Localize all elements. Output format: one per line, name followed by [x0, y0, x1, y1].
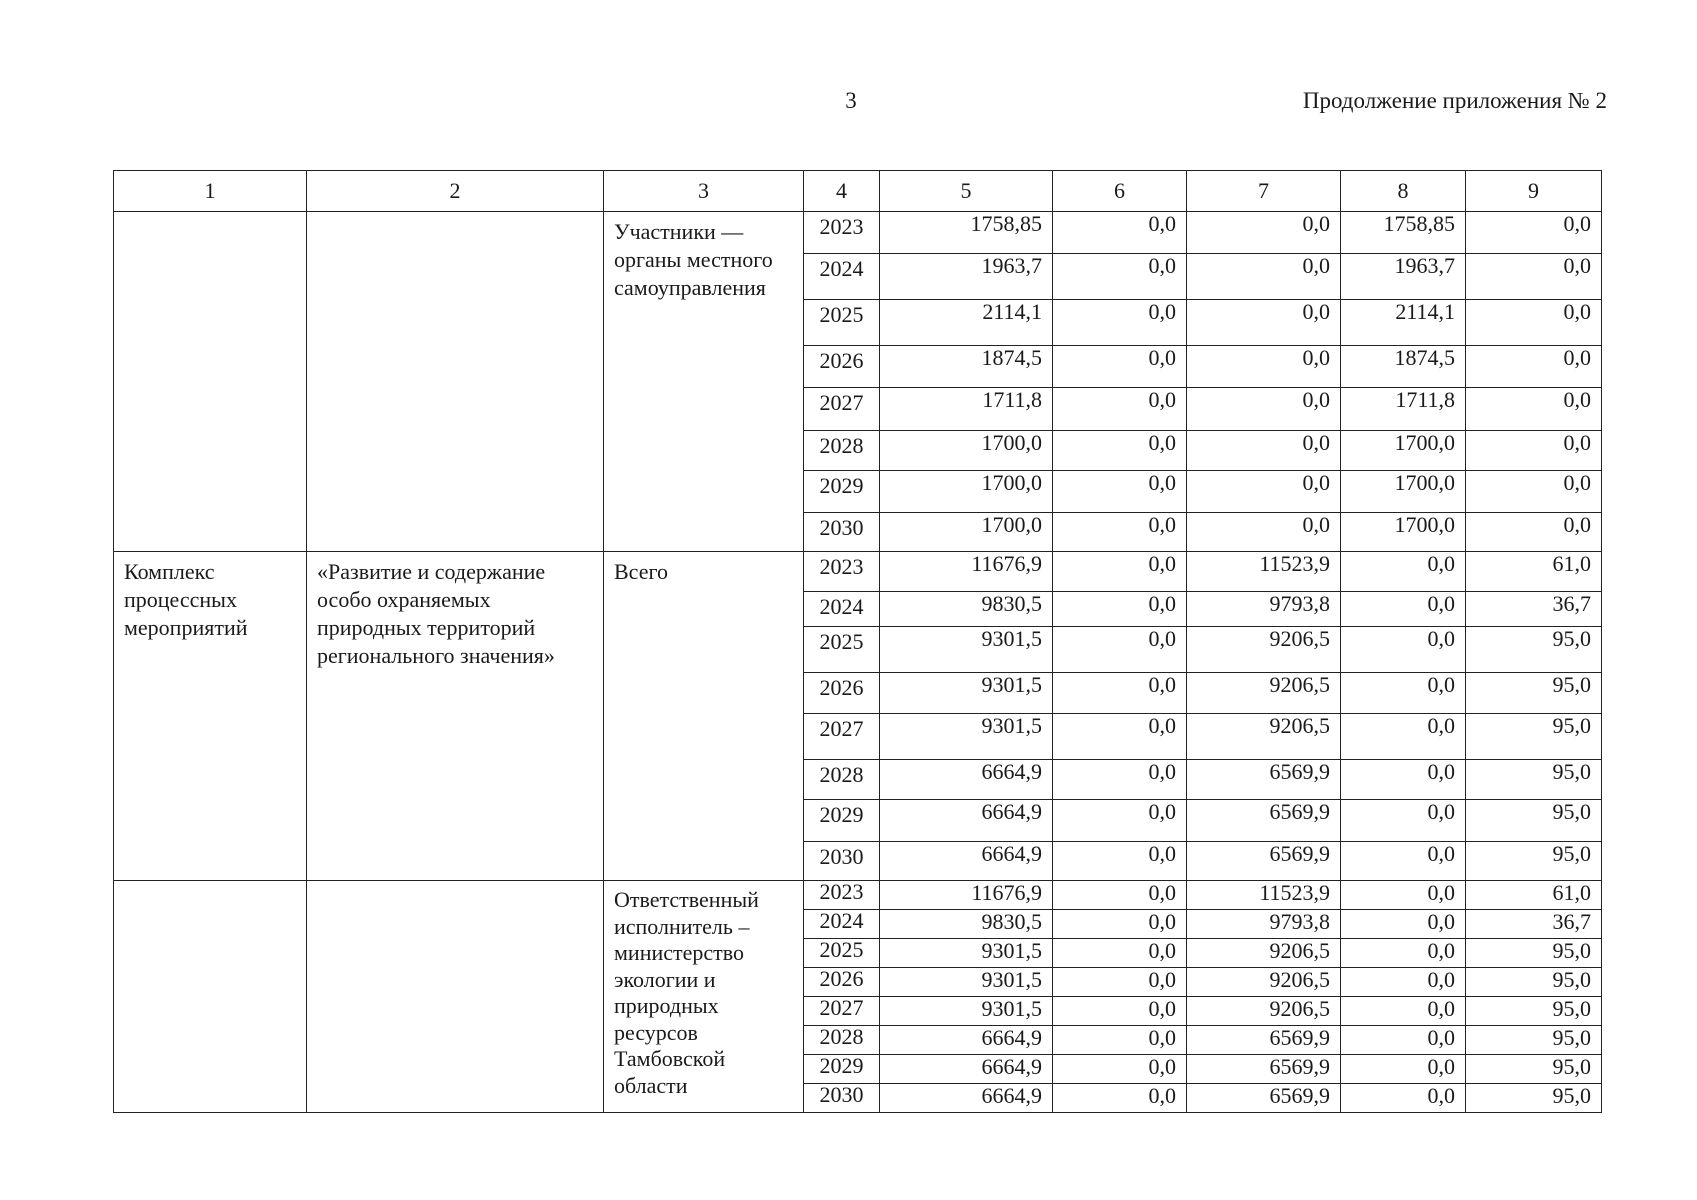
amount-cell-5: 9830,5 — [880, 592, 1053, 627]
event-name-cell — [307, 881, 604, 1113]
event-name-cell — [307, 212, 604, 552]
column-number-header: 2 — [307, 171, 604, 212]
year-cell: 2026 — [804, 346, 880, 388]
year-cell: 2029 — [804, 800, 880, 842]
amount-cell-6: 0,0 — [1053, 939, 1187, 968]
amount-cell-5: 9301,5 — [880, 627, 1053, 673]
appendix-caption: Продолжение приложения № 2 — [1302, 88, 1607, 113]
amount-cell-6: 0,0 — [1053, 673, 1187, 714]
cell-text-line: министерство — [614, 940, 745, 965]
amount-cell-9: 95,0 — [1466, 800, 1602, 842]
amount-cell-6: 0,0 — [1053, 212, 1187, 254]
amount-cell-9: 0,0 — [1466, 300, 1602, 346]
amount-cell-5: 9301,5 — [880, 939, 1053, 968]
amount-cell-8: 1963,7 — [1341, 254, 1466, 300]
year-cell: 2024 — [804, 910, 880, 939]
column-number-header: 9 — [1466, 171, 1602, 212]
cell-text-line: «Развитие и содержание — [317, 559, 546, 584]
amount-cell-7: 6569,9 — [1187, 800, 1341, 842]
amount-cell-8: 0,0 — [1341, 842, 1466, 881]
amount-cell-5: 1711,8 — [880, 388, 1053, 431]
event-type-cell — [114, 212, 307, 552]
source-cell — [604, 212, 804, 552]
amount-cell-9: 95,0 — [1466, 1026, 1602, 1055]
year-cell: 2024 — [804, 254, 880, 300]
year-cell: 2024 — [804, 592, 880, 627]
amount-cell-9: 95,0 — [1466, 842, 1602, 881]
amount-cell-5: 2114,1 — [880, 300, 1053, 346]
amount-cell-7: 6569,9 — [1187, 1026, 1341, 1055]
year-cell: 2030 — [804, 513, 880, 552]
cell-text-line: регионального значения» — [317, 643, 555, 668]
amount-cell-6: 0,0 — [1053, 800, 1187, 842]
cell-text-line: Всего — [614, 559, 668, 584]
amount-cell-7: 0,0 — [1187, 513, 1341, 552]
cell-text-line: природных — [614, 993, 719, 1018]
amount-cell-7: 0,0 — [1187, 346, 1341, 388]
amount-cell-7: 9793,8 — [1187, 910, 1341, 939]
amount-cell-5: 9301,5 — [880, 673, 1053, 714]
year-cell: 2030 — [804, 842, 880, 881]
year-cell: 2023 — [804, 552, 880, 592]
column-number-header: 3 — [604, 171, 804, 212]
amount-cell-8: 0,0 — [1341, 881, 1466, 910]
cell-text-line: особо охраняемых — [317, 587, 491, 612]
amount-cell-8: 1700,0 — [1341, 431, 1466, 471]
amount-cell-8: 0,0 — [1341, 800, 1466, 842]
amount-cell-8: 1758,85 — [1341, 212, 1466, 254]
column-number-header: 5 — [880, 171, 1053, 212]
column-number-header: 7 — [1187, 171, 1341, 212]
amount-cell-5: 1700,0 — [880, 513, 1053, 552]
year-cell: 2025 — [804, 627, 880, 673]
amount-cell-9: 95,0 — [1466, 1084, 1602, 1113]
cell-text-line: процессных — [124, 587, 237, 612]
cell-text-line: ресурсов — [614, 1019, 698, 1045]
year-cell: 2028 — [804, 760, 880, 800]
amount-cell-8: 0,0 — [1341, 968, 1466, 997]
amount-cell-9: 95,0 — [1466, 968, 1602, 997]
amount-cell-9: 61,0 — [1466, 552, 1602, 592]
cell-text-line: Участники — — [614, 219, 744, 244]
cell-text-line: экологии и — [614, 966, 716, 992]
amount-cell-9: 0,0 — [1466, 431, 1602, 471]
column-number-row — [114, 171, 1602, 212]
amount-cell-7: 0,0 — [1187, 471, 1341, 513]
year-cell: 2025 — [804, 300, 880, 346]
amount-cell-9: 36,7 — [1466, 592, 1602, 627]
amount-cell-7: 9206,5 — [1187, 673, 1341, 714]
amount-cell-7: 6569,9 — [1187, 1084, 1341, 1113]
amount-cell-5: 1700,0 — [880, 471, 1053, 513]
amount-cell-6: 0,0 — [1053, 997, 1187, 1026]
amount-cell-7: 11523,9 — [1187, 552, 1341, 592]
cell-text-line: органы местного — [614, 247, 773, 272]
amount-cell-7: 9206,5 — [1187, 714, 1341, 760]
amount-cell-6: 0,0 — [1053, 1084, 1187, 1113]
amount-cell-7: 9206,5 — [1187, 997, 1341, 1026]
amount-cell-5: 11676,9 — [880, 552, 1053, 592]
year-cell: 2027 — [804, 997, 880, 1026]
amount-cell-6: 0,0 — [1053, 552, 1187, 592]
amount-cell-7: 9206,5 — [1187, 968, 1341, 997]
amount-cell-5: 6664,9 — [880, 760, 1053, 800]
amount-cell-6: 0,0 — [1053, 254, 1187, 300]
amount-cell-7: 9206,5 — [1187, 939, 1341, 968]
amount-cell-5: 1874,5 — [880, 346, 1053, 388]
amount-cell-6: 0,0 — [1053, 592, 1187, 627]
amount-cell-7: 9793,8 — [1187, 592, 1341, 627]
amount-cell-8: 0,0 — [1341, 592, 1466, 627]
amount-cell-6: 0,0 — [1053, 910, 1187, 939]
column-number-header: 8 — [1341, 171, 1466, 212]
amount-cell-8: 0,0 — [1341, 939, 1466, 968]
amount-cell-9: 0,0 — [1466, 254, 1602, 300]
amount-cell-6: 0,0 — [1053, 1055, 1187, 1084]
amount-cell-5: 6664,9 — [880, 800, 1053, 842]
amount-cell-8: 1711,8 — [1341, 388, 1466, 431]
year-cell: 2025 — [804, 939, 880, 968]
year-cell: 2027 — [804, 714, 880, 760]
amount-cell-7: 0,0 — [1187, 254, 1341, 300]
amount-cell-8: 0,0 — [1341, 910, 1466, 939]
year-cell: 2029 — [804, 471, 880, 513]
amount-cell-7: 11523,9 — [1187, 881, 1341, 910]
amount-cell-8: 0,0 — [1341, 997, 1466, 1026]
amount-cell-9: 95,0 — [1466, 673, 1602, 714]
column-number-header: 1 — [114, 171, 307, 212]
amount-cell-8: 0,0 — [1341, 627, 1466, 673]
amount-cell-7: 0,0 — [1187, 388, 1341, 431]
amount-cell-6: 0,0 — [1053, 346, 1187, 388]
amount-cell-5: 1963,7 — [880, 254, 1053, 300]
amount-cell-6: 0,0 — [1053, 968, 1187, 997]
amount-cell-8: 0,0 — [1341, 1055, 1466, 1084]
amount-cell-8: 1874,5 — [1341, 346, 1466, 388]
column-number-header: 4 — [804, 171, 880, 212]
amount-cell-6: 0,0 — [1053, 627, 1187, 673]
year-cell: 2030 — [804, 1084, 880, 1113]
budget-table — [113, 170, 1602, 1113]
amount-cell-9: 95,0 — [1466, 997, 1602, 1026]
amount-cell-5: 6664,9 — [880, 1084, 1053, 1113]
cell-text-line: Тамбовской — [614, 1046, 726, 1071]
amount-cell-5: 9301,5 — [880, 968, 1053, 997]
amount-cell-8: 1700,0 — [1341, 513, 1466, 552]
cell-text-line: области — [614, 1072, 688, 1098]
amount-cell-8: 0,0 — [1341, 760, 1466, 800]
table-row — [114, 212, 1602, 254]
amount-cell-9: 36,7 — [1466, 910, 1602, 939]
cell-text-line: мероприятий — [124, 615, 248, 640]
amount-cell-6: 0,0 — [1053, 842, 1187, 881]
amount-cell-9: 95,0 — [1466, 714, 1602, 760]
amount-cell-9: 95,0 — [1466, 627, 1602, 673]
amount-cell-6: 0,0 — [1053, 714, 1187, 760]
year-cell: 2028 — [804, 431, 880, 471]
amount-cell-8: 2114,1 — [1341, 300, 1466, 346]
amount-cell-9: 95,0 — [1466, 1055, 1602, 1084]
cell-text-line: природных территорий — [317, 615, 536, 640]
amount-cell-5: 11676,9 — [880, 881, 1053, 910]
amount-cell-9: 95,0 — [1466, 760, 1602, 800]
amount-cell-8: 0,0 — [1341, 1084, 1466, 1113]
year-cell: 2027 — [804, 388, 880, 431]
amount-cell-6: 0,0 — [1053, 760, 1187, 800]
event-name-cell — [307, 552, 604, 881]
amount-cell-6: 0,0 — [1053, 471, 1187, 513]
cell-text-line: самоуправления — [614, 275, 766, 300]
year-cell: 2023 — [804, 881, 880, 910]
amount-cell-7: 0,0 — [1187, 300, 1341, 346]
amount-cell-7: 6569,9 — [1187, 842, 1341, 881]
amount-cell-7: 6569,9 — [1187, 1055, 1341, 1084]
page-number: 3 — [845, 88, 857, 113]
amount-cell-9: 0,0 — [1466, 471, 1602, 513]
amount-cell-5: 9301,5 — [880, 714, 1053, 760]
amount-cell-8: 0,0 — [1341, 714, 1466, 760]
amount-cell-7: 9206,5 — [1187, 627, 1341, 673]
amount-cell-9: 0,0 — [1466, 513, 1602, 552]
cell-text-line: исполнитель – — [614, 913, 750, 939]
amount-cell-5: 6664,9 — [880, 1055, 1053, 1084]
year-cell: 2028 — [804, 1026, 880, 1055]
amount-cell-5: 6664,9 — [880, 1026, 1053, 1055]
amount-cell-8: 0,0 — [1341, 1026, 1466, 1055]
cell-text-line: Ответственный — [614, 887, 759, 912]
amount-cell-8: 1700,0 — [1341, 471, 1466, 513]
amount-cell-9: 61,0 — [1466, 881, 1602, 910]
column-number-header: 6 — [1053, 171, 1187, 212]
year-cell: 2029 — [804, 1055, 880, 1084]
amount-cell-9: 0,0 — [1466, 346, 1602, 388]
amount-cell-6: 0,0 — [1053, 388, 1187, 431]
amount-cell-9: 0,0 — [1466, 388, 1602, 431]
event-type-cell — [114, 552, 307, 881]
amount-cell-5: 9830,5 — [880, 910, 1053, 939]
amount-cell-5: 1700,0 — [880, 431, 1053, 471]
amount-cell-8: 0,0 — [1341, 673, 1466, 714]
amount-cell-7: 0,0 — [1187, 431, 1341, 471]
table-row — [114, 881, 1602, 910]
amount-cell-5: 1758,85 — [880, 212, 1053, 254]
amount-cell-5: 6664,9 — [880, 842, 1053, 881]
amount-cell-6: 0,0 — [1053, 881, 1187, 910]
amount-cell-9: 95,0 — [1466, 939, 1602, 968]
year-cell: 2026 — [804, 673, 880, 714]
amount-cell-6: 0,0 — [1053, 513, 1187, 552]
amount-cell-8: 0,0 — [1341, 552, 1466, 592]
year-cell: 2026 — [804, 968, 880, 997]
table-row — [114, 552, 1602, 592]
cell-text-line: Комплекс — [124, 559, 215, 584]
amount-cell-5: 9301,5 — [880, 997, 1053, 1026]
amount-cell-6: 0,0 — [1053, 300, 1187, 346]
amount-cell-7: 6569,9 — [1187, 760, 1341, 800]
event-type-cell — [114, 881, 307, 1113]
amount-cell-7: 0,0 — [1187, 212, 1341, 254]
year-cell: 2023 — [804, 212, 880, 254]
amount-cell-9: 0,0 — [1466, 212, 1602, 254]
source-cell — [604, 881, 804, 1113]
amount-cell-6: 0,0 — [1053, 431, 1187, 471]
source-cell — [604, 552, 804, 881]
amount-cell-6: 0,0 — [1053, 1026, 1187, 1055]
